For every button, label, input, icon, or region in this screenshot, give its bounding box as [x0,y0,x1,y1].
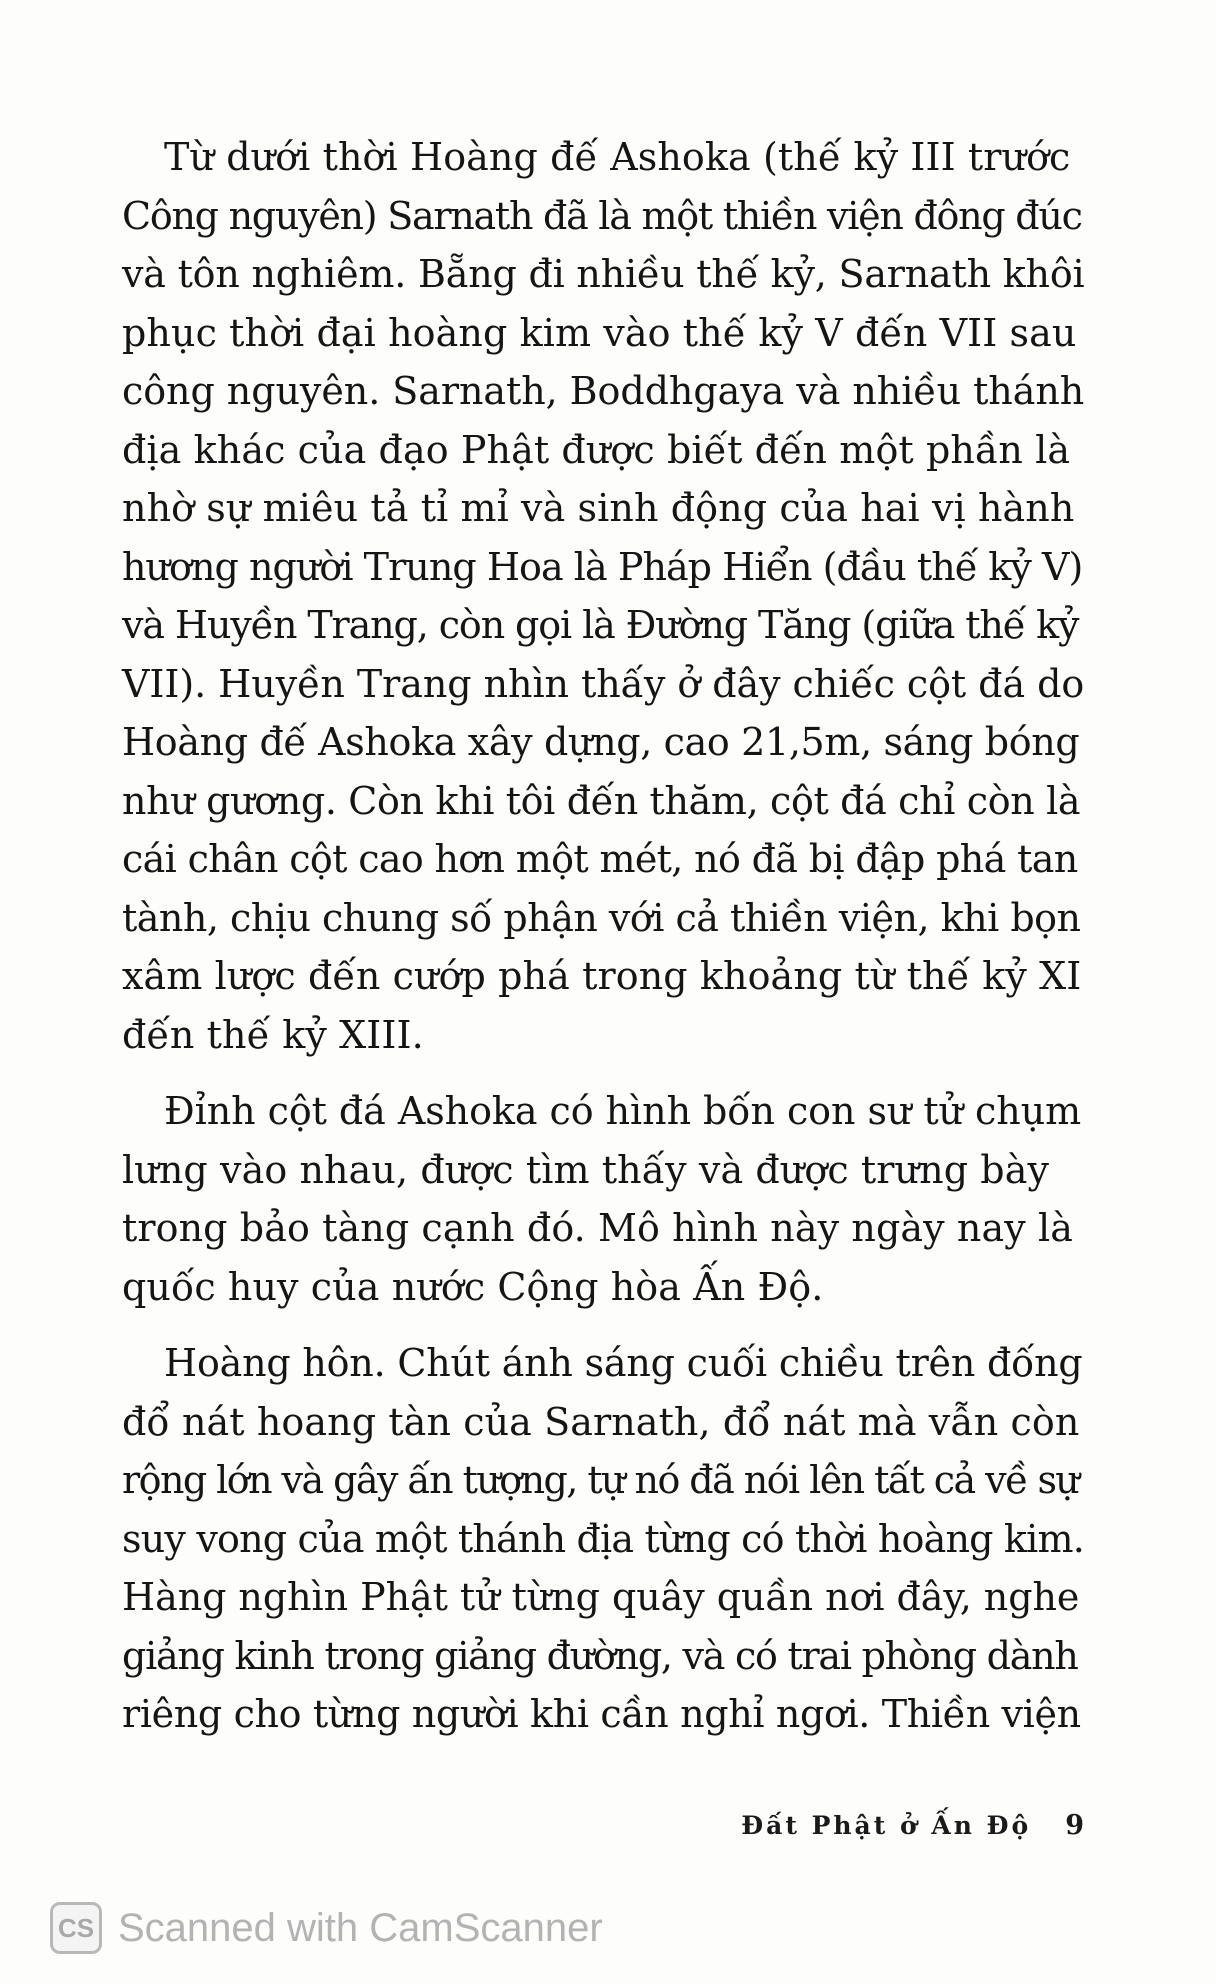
text-line: và Huyền Trang, còn gọi là Đường Tăng (giữa thế kỷ [122,603,1079,647]
text-line: Hoàng đế Ashoka xây dựng, cao 21,5m, sáng bóng [122,720,1080,764]
text-line: rộng lớn và gây ấn tượng, tự nó đã nói lên tất cả về sự [122,1458,1079,1502]
page-number: 9 [1065,1810,1084,1841]
text-line: suy vong của một thánh địa từng có thời hoàng kim. [122,1516,1085,1561]
text-line: giảng kinh trong giảng đường, và có trai phòng dành [122,1633,1078,1678]
text-line: xâm lược đến cướp phá trong khoảng từ thế kỷ XI [122,954,1082,998]
text-line: quốc huy của nước Cộng hòa Ấn Độ. [122,1264,824,1309]
camscanner-logo-icon: CS [50,1902,102,1954]
text-line: Từ dưới thời Hoàng đế Ashoka (thế kỷ III trước [164,135,1071,179]
paragraph-1 [122,128,1084,1064]
text-line: đến thế kỷ XIII. [122,1012,424,1057]
text-line: VII). Huyền Trang nhìn thấy ở đây chiếc cột đá do [122,661,1085,706]
watermark-text: Scanned with CamScanner [118,1905,603,1950]
text-line: hương người Trung Hoa là Pháp Hiển (đầu thế kỷ V) [122,544,1083,589]
text-line: riêng cho từng người khi cần nghỉ ngơi. Thiền viện [122,1692,1081,1736]
text-line: nhờ sự miêu tả tỉ mỉ và sinh động của hai vị hành [122,486,1075,530]
text-line: như gương. Còn khi tôi đến thăm, cột đá chỉ còn là [122,778,1081,823]
paragraph-3 [122,1334,1084,1744]
text-line: trong bảo tàng cạnh đó. Mô hình này ngày nay là [122,1206,1073,1250]
text-line: Công nguyên) Sarnath đã là một thiền viện đông đúc [122,193,1082,238]
text-line: Hàng nghìn Phật tử từng quây quần nơi đây, nghe [122,1575,1080,1619]
text-line: đổ nát hoang tàn của Sarnath, đổ nát mà vẫn còn [122,1399,1080,1444]
text-line: Hoàng hôn. Chút ánh sáng cuối chiều trên đống [164,1341,1083,1385]
text-line: phục thời đại hoàng kim vào thế kỷ V đến VII sau [122,310,1077,355]
text-line: cái chân cột cao hơn một mét, nó đã bị đập phá tan [122,837,1078,881]
body-text [122,128,1084,1762]
text-line: công nguyên. Sarnath, Boddhgaya và nhiều thánh [122,369,1085,413]
text-line: và tôn nghiêm. Bẵng đi nhiều thế kỷ, Sarnath khôi [122,252,1085,296]
text-line: địa khác của đạo Phật được biết đến một phần là [122,427,1071,472]
text-line: Đỉnh cột đá Ashoka có hình bốn con sư tử chụm [164,1089,1082,1133]
paragraph-2 [122,1082,1084,1316]
camscanner-watermark [50,1900,603,1956]
running-footer [0,1810,1084,1841]
book-title: Đất Phật ở Ấn Độ [741,1811,1032,1840]
text-line: tành, chịu chung số phận với cả thiền viện, khi bọn [122,895,1081,940]
text-line: lưng vào nhau, được tìm thấy và được trưng bày [122,1147,1050,1192]
